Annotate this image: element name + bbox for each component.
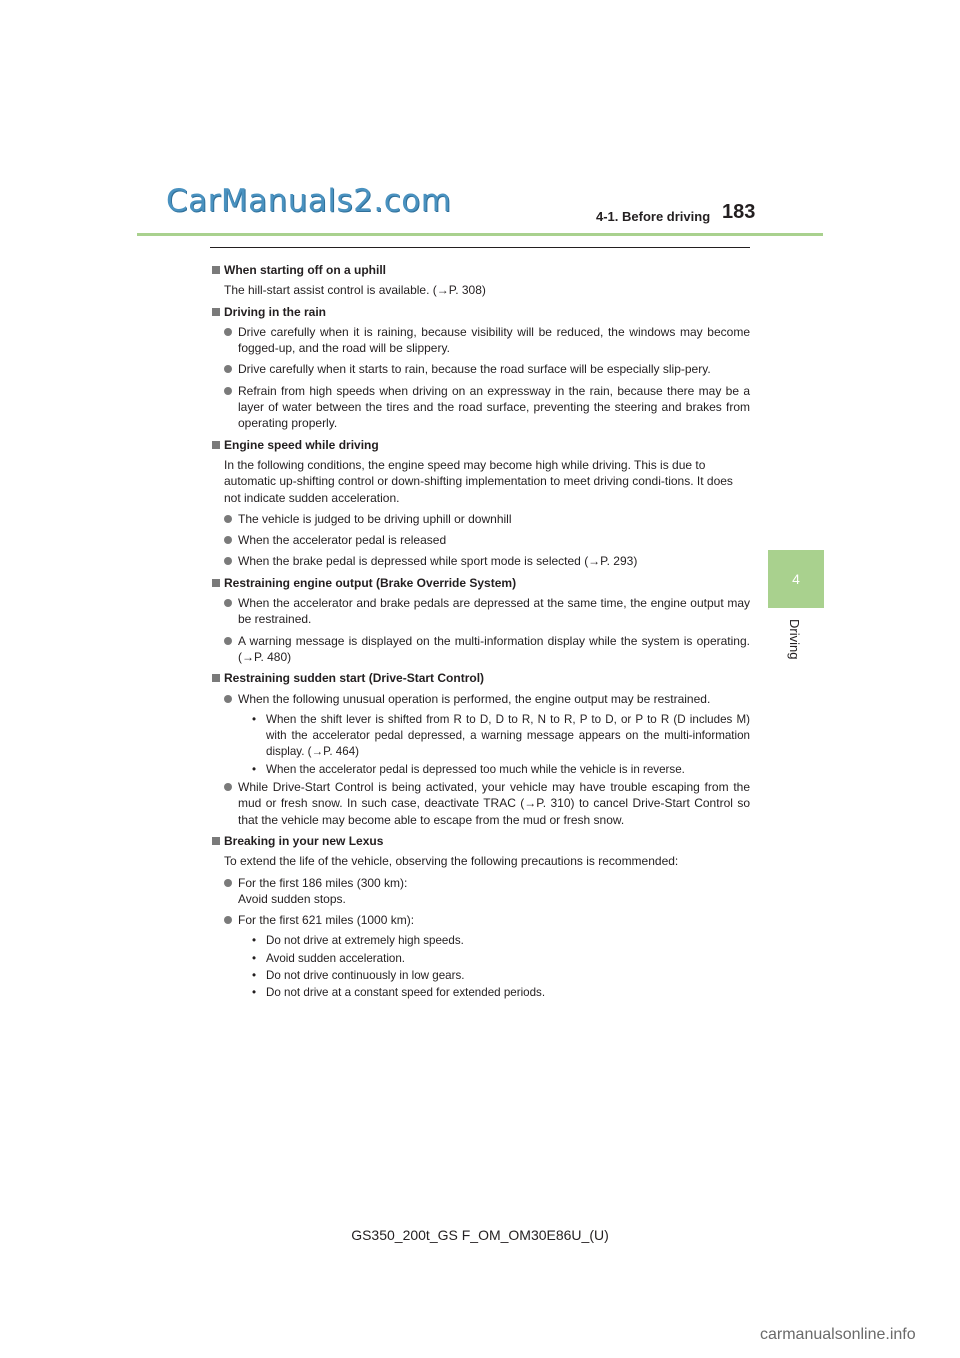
paragraph (210, 282, 750, 298)
block-text: When the accelerator and brake pedals are depressed at the same time, the engine output may be restrained. (238, 596, 750, 627)
square-bullet-icon (212, 441, 220, 449)
section-title: 4-1. Before driving (596, 209, 711, 224)
block-text: When the following unusual operation is performed, the engine output may be restrained. (238, 691, 711, 706)
small-bullet-icon: • (252, 934, 257, 948)
bullet-item (210, 691, 750, 707)
section-heading (210, 670, 750, 686)
chapter-label: Driving (787, 619, 802, 660)
bullet-item (210, 532, 750, 548)
circle-bullet-icon (224, 328, 232, 336)
section-heading (210, 833, 750, 849)
square-bullet-icon (212, 674, 220, 682)
block-text: When the brake pedal is depressed while sport mode is selected (→P. 293) (238, 554, 638, 569)
block-text: Avoid sudden acceleration. (266, 951, 406, 965)
square-bullet-icon (212, 579, 220, 587)
paragraph (210, 853, 750, 869)
block-text: When the accelerator pedal is depressed too much while the vehicle is in reverse. (266, 762, 685, 776)
block-text: Drive carefully when it starts to rain, because the road surface will be especially slip-pery. (238, 362, 711, 377)
block-text: Do not drive at a constant speed for extended periods. (266, 986, 546, 1000)
bullet-item (210, 324, 750, 357)
small-bullet-icon: • (252, 762, 257, 776)
small-bullet-icon: • (252, 951, 257, 965)
circle-bullet-icon (224, 599, 232, 607)
chapter-tab: 4 (768, 550, 824, 608)
paragraph (210, 457, 750, 506)
circle-bullet-icon (224, 637, 232, 645)
block-text: In the following conditions, the engine speed may become high while driving. This is due to automatic up-shifting control or down-shifting implementation to meet driving condi-tions. It does not indicate sudden acceleration. (224, 457, 733, 505)
block-text: A warning message is displayed on the multi-information display while the system is operating. (→P. 480) (238, 633, 750, 664)
block-text: When the accelerator pedal is released (238, 533, 447, 548)
circle-bullet-icon (224, 515, 232, 523)
circle-bullet-icon (224, 557, 232, 565)
block-text: The vehicle is judged to be driving uphill or downhill (238, 511, 512, 526)
sub-bullet-item (210, 968, 750, 984)
small-bullet-icon: • (252, 968, 257, 982)
document-code: GS350_200t_GS F_OM_OM30E86U_(U) (351, 1227, 609, 1243)
watermark-logo: CarManuals2.com (166, 183, 452, 219)
bullet-item (210, 383, 750, 432)
section-heading (210, 262, 750, 278)
header-rule (137, 233, 823, 236)
content-rule (210, 247, 750, 248)
page-number: 183 (722, 201, 756, 223)
block-text: While Drive-Start Control is being activated, your vehicle may have trouble escaping from the mud or fresh snow. In such case, deactivate TRAC (→P. 310) to cancel Drive-Start Control so that the vehicle may become able to escape from the mud or fresh snow. (238, 780, 750, 827)
square-bullet-icon (212, 308, 220, 316)
bullet-item (210, 633, 750, 666)
bullet-item (210, 595, 750, 628)
small-bullet-icon: • (252, 712, 257, 726)
sub-bullet-item (210, 951, 750, 967)
bullet-item (210, 553, 750, 569)
bullet-item (210, 779, 750, 828)
square-bullet-icon (212, 266, 220, 274)
block-text: When starting off on a uphill (224, 263, 386, 277)
circle-bullet-icon (224, 783, 232, 791)
section-heading (210, 437, 750, 453)
block-text: Drive carefully when it is raining, because visibility will be reduced, the windows may become fogged-up, and the road will be slippery. (238, 324, 750, 356)
circle-bullet-icon (224, 387, 232, 395)
block-text: Driving in the rain (224, 304, 327, 319)
block-text: Do not drive at extremely high speeds. (266, 934, 464, 948)
sub-bullet-item (210, 762, 750, 778)
sub-bullet-item (210, 933, 750, 949)
block-text: The hill-start assist control is available. (→P. 308) (224, 283, 486, 298)
section-heading (210, 575, 750, 591)
circle-bullet-icon (224, 879, 232, 887)
circle-bullet-icon (224, 916, 232, 924)
block-text: Refrain from high speeds when driving on an expressway in the rain, because there may be a layer of water between the tires and the road surface, preventing the steering and brakes from operating properly. (238, 383, 750, 431)
bullet-item (210, 912, 750, 928)
page-content (210, 258, 750, 1003)
circle-bullet-icon (224, 695, 232, 703)
circle-bullet-icon (224, 365, 232, 373)
block-text: Restraining sudden start (Drive-Start Control) (224, 671, 485, 686)
block-text: For the first 621 miles (1000 km): (238, 913, 415, 928)
block-text: Restraining engine output (Brake Override System) (224, 575, 517, 590)
block-text: To extend the life of the vehicle, observing the following precautions is recommended: (224, 854, 679, 869)
block-text: When the shift lever is shifted from R to D, D to R, N to R, P to D, or P to R (D includes M) with the accelerator pedal depressed, a warning message appears on the multi-information display. (→P. 464) (266, 712, 750, 759)
bullet-item (210, 511, 750, 527)
sub-bullet-item (210, 985, 750, 1001)
block-text: Breaking in your new Lexus (224, 833, 384, 848)
bullet-item (210, 875, 750, 908)
block-text: Engine speed while driving (224, 437, 379, 452)
sub-bullet-item (210, 712, 750, 761)
block-text: Do not drive continuously in low gears. (266, 968, 465, 982)
block-text: For the first 186 miles (300 km): Avoid sudden stops. (238, 875, 408, 906)
circle-bullet-icon (224, 536, 232, 544)
small-bullet-icon: • (252, 986, 257, 1000)
watermark-site: carmanualsonline.info (760, 1326, 916, 1343)
bullet-item (210, 361, 750, 377)
section-heading (210, 304, 750, 320)
square-bullet-icon (212, 837, 220, 845)
